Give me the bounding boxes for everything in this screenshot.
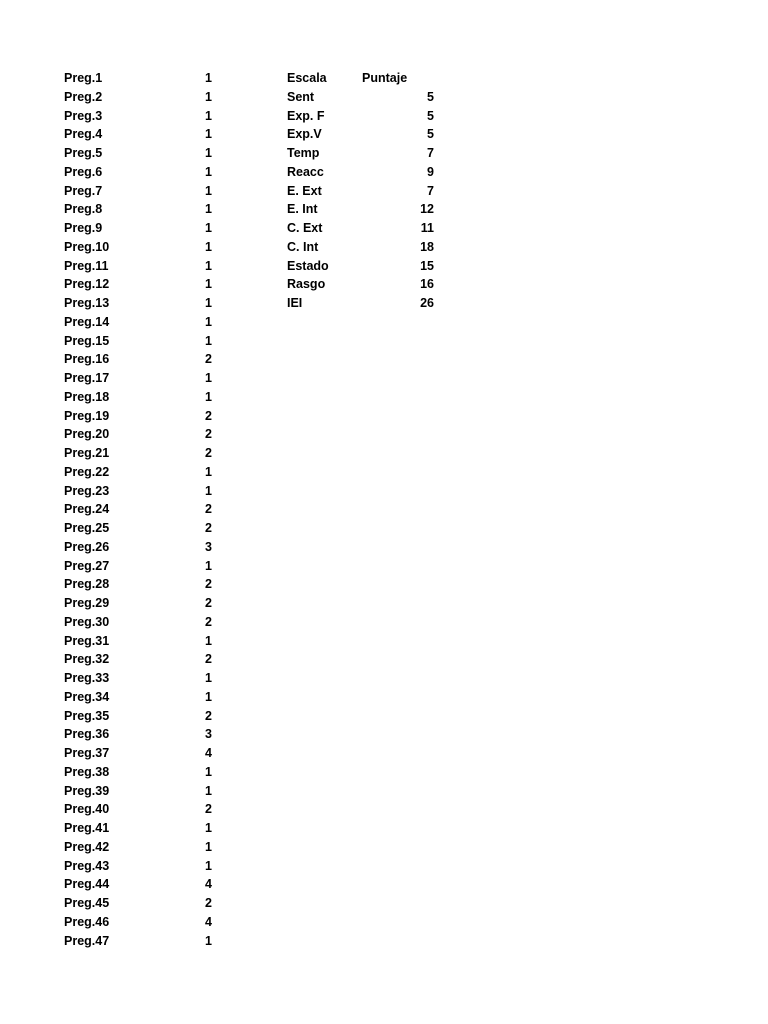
question-row — [64, 875, 214, 894]
scale-value: 12 — [420, 202, 434, 217]
scale-row — [287, 238, 437, 257]
question-row — [64, 332, 214, 351]
question-row — [64, 763, 214, 782]
question-label: Preg.5 — [64, 146, 103, 160]
question-value: 1 — [205, 689, 212, 704]
scale-value: 9 — [427, 164, 434, 179]
question-row — [64, 425, 214, 444]
question-row — [64, 444, 214, 463]
scale-row — [287, 163, 437, 182]
question-value: 4 — [205, 877, 212, 892]
question-label: Preg.43 — [64, 858, 110, 873]
question-value: 2 — [205, 352, 212, 367]
question-row — [64, 144, 214, 163]
question-row — [64, 107, 214, 126]
question-label: Preg.9 — [64, 221, 103, 235]
question-label: Preg.25 — [64, 521, 110, 535]
question-label: Preg.21 — [64, 446, 110, 460]
question-label: Preg.18 — [64, 389, 110, 404]
question-value: 2 — [205, 652, 212, 667]
scale-row — [287, 107, 437, 126]
scale-label: C. Ext — [287, 221, 323, 235]
scale-row — [287, 200, 437, 219]
scales-table — [287, 69, 437, 313]
question-label: Preg.16 — [64, 352, 110, 367]
question-row — [64, 200, 214, 219]
question-row — [64, 275, 214, 294]
question-row — [64, 219, 214, 238]
question-label: Preg.8 — [64, 202, 103, 217]
question-value: 1 — [205, 239, 212, 254]
question-row — [64, 257, 214, 276]
question-value: 1 — [205, 764, 212, 779]
question-label: Preg.29 — [64, 596, 110, 610]
question-value: 1 — [205, 202, 212, 217]
question-label: Preg.38 — [64, 764, 110, 779]
question-value: 4 — [205, 746, 212, 760]
question-label: Preg.35 — [64, 708, 110, 723]
question-label: Preg.12 — [64, 277, 110, 292]
question-label: Preg.7 — [64, 183, 103, 198]
scales-header-label: Escala — [287, 71, 327, 85]
question-row — [64, 744, 214, 763]
question-value: 1 — [205, 333, 212, 348]
question-row — [64, 857, 214, 876]
question-row — [64, 782, 214, 801]
question-label: Preg.41 — [64, 821, 110, 835]
scale-label: Temp — [287, 146, 320, 160]
question-label: Preg.39 — [64, 783, 110, 798]
scale-value: 15 — [420, 258, 434, 273]
scale-row — [287, 257, 437, 276]
scale-label: E. Int — [287, 202, 318, 217]
scale-value: 5 — [427, 127, 434, 142]
question-label: Preg.1 — [64, 71, 103, 85]
question-row — [64, 688, 214, 707]
question-label: Preg.11 — [64, 258, 109, 273]
scale-value: 11 — [420, 221, 434, 235]
question-row — [64, 838, 214, 857]
scale-row — [287, 88, 437, 107]
question-label: Preg.10 — [64, 239, 110, 254]
scale-label: Rasgo — [287, 277, 326, 292]
question-row — [64, 369, 214, 388]
scales-header-row — [287, 69, 437, 88]
question-label: Preg.23 — [64, 483, 110, 498]
questions-column — [64, 69, 214, 950]
question-label: Preg.46 — [64, 914, 110, 929]
scale-row — [287, 182, 437, 201]
question-label: Preg.19 — [64, 408, 110, 423]
question-label: Preg.27 — [64, 558, 110, 573]
scale-row — [287, 219, 437, 238]
question-value: 2 — [205, 577, 212, 592]
question-label: Preg.33 — [64, 671, 110, 685]
question-label: Preg.36 — [64, 727, 110, 742]
question-row — [64, 669, 214, 688]
question-label: Preg.31 — [64, 633, 110, 648]
question-value: 2 — [205, 708, 212, 723]
scales-header-value: Puntaje — [362, 71, 408, 85]
question-row — [64, 594, 214, 613]
question-row — [64, 500, 214, 519]
question-value: 2 — [205, 446, 212, 460]
question-row — [64, 819, 214, 838]
question-value: 1 — [205, 314, 212, 329]
question-label: Preg.13 — [64, 296, 110, 310]
question-value: 1 — [205, 296, 212, 310]
question-row — [64, 800, 214, 819]
question-row — [64, 613, 214, 632]
question-value: 2 — [205, 427, 212, 442]
question-value: 1 — [205, 71, 212, 85]
question-label: Preg.14 — [64, 314, 110, 329]
question-label: Preg.37 — [64, 746, 110, 760]
question-value: 2 — [205, 614, 212, 629]
scale-row — [287, 125, 437, 144]
question-label: Preg.42 — [64, 839, 110, 854]
question-value: 2 — [205, 802, 212, 817]
question-value: 1 — [205, 221, 212, 235]
question-label: Preg.47 — [64, 933, 110, 948]
question-row — [64, 69, 214, 88]
question-value: 2 — [205, 521, 212, 535]
question-label: Preg.28 — [64, 577, 110, 592]
question-row — [64, 163, 214, 182]
question-row — [64, 313, 214, 332]
scale-label: Sent — [287, 89, 315, 104]
scale-label: IEI — [287, 296, 303, 310]
question-value: 1 — [205, 389, 212, 404]
question-value: 1 — [205, 783, 212, 798]
question-value: 2 — [205, 596, 212, 610]
scale-label: C. Int — [287, 239, 319, 254]
question-label: Preg.32 — [64, 652, 110, 667]
scale-label: Exp.V — [287, 127, 322, 142]
question-value: 1 — [205, 464, 212, 479]
question-label: Preg.2 — [64, 89, 103, 104]
scale-row — [287, 294, 437, 313]
question-label: Preg.45 — [64, 896, 110, 910]
question-row — [64, 407, 214, 426]
question-row — [64, 294, 214, 313]
scale-value: 7 — [427, 146, 434, 160]
question-value: 2 — [205, 408, 212, 423]
question-row — [64, 125, 214, 144]
question-label: Preg.24 — [64, 502, 110, 517]
question-row — [64, 88, 214, 107]
scale-label: Reacc — [287, 164, 324, 179]
question-value: 4 — [205, 914, 212, 929]
question-value: 1 — [205, 146, 212, 160]
question-value: 1 — [205, 933, 212, 948]
question-row — [64, 350, 214, 369]
question-value: 1 — [205, 164, 212, 179]
question-value: 1 — [205, 558, 212, 573]
question-value: 1 — [205, 483, 212, 498]
question-row — [64, 707, 214, 726]
question-row — [64, 388, 214, 407]
question-row — [64, 650, 214, 669]
question-label: Preg.15 — [64, 333, 110, 348]
question-value: 1 — [205, 127, 212, 142]
question-label: Preg.40 — [64, 802, 110, 817]
scale-value: 18 — [420, 239, 434, 254]
question-label: Preg.3 — [64, 108, 103, 123]
question-row — [64, 557, 214, 576]
question-row — [64, 632, 214, 651]
question-value: 1 — [205, 371, 212, 385]
scale-value: 26 — [420, 296, 434, 310]
scale-label: E. Ext — [287, 183, 322, 198]
scale-label: Exp. F — [287, 108, 325, 123]
question-value: 1 — [205, 89, 212, 104]
scale-value: 5 — [427, 89, 434, 104]
question-label: Preg.4 — [64, 127, 103, 142]
question-value: 1 — [205, 858, 212, 873]
question-value: 3 — [205, 727, 212, 742]
scale-value: 16 — [420, 277, 434, 292]
question-label: Preg.44 — [64, 877, 110, 892]
question-label: Preg.20 — [64, 427, 110, 442]
question-row — [64, 519, 214, 538]
scale-value: 7 — [427, 183, 434, 198]
question-label: Preg.22 — [64, 464, 110, 479]
question-label: Preg.34 — [64, 689, 110, 704]
question-value: 1 — [205, 633, 212, 648]
question-row — [64, 894, 214, 913]
question-row — [64, 575, 214, 594]
question-row — [64, 932, 214, 951]
question-value: 1 — [205, 183, 212, 198]
question-value: 1 — [205, 671, 212, 685]
question-row — [64, 238, 214, 257]
question-label: Preg.26 — [64, 539, 110, 554]
question-label: Preg.6 — [64, 164, 103, 179]
question-row — [64, 182, 214, 201]
scale-row — [287, 144, 437, 163]
question-value: 1 — [205, 839, 212, 854]
question-value: 3 — [205, 539, 212, 554]
question-label: Preg.17 — [64, 371, 110, 385]
question-row — [64, 725, 214, 744]
scale-row — [287, 275, 437, 294]
question-label: Preg.30 — [64, 614, 110, 629]
question-value: 2 — [205, 502, 212, 517]
question-value: 2 — [205, 896, 212, 910]
scale-label: Estado — [287, 258, 329, 273]
scale-value: 5 — [427, 108, 434, 123]
question-row — [64, 538, 214, 557]
question-value: 1 — [205, 821, 212, 835]
question-value: 1 — [205, 277, 212, 292]
question-row — [64, 482, 214, 501]
question-row — [64, 463, 214, 482]
question-value: 1 — [205, 108, 212, 123]
question-row — [64, 913, 214, 932]
question-value: 1 — [205, 258, 212, 273]
